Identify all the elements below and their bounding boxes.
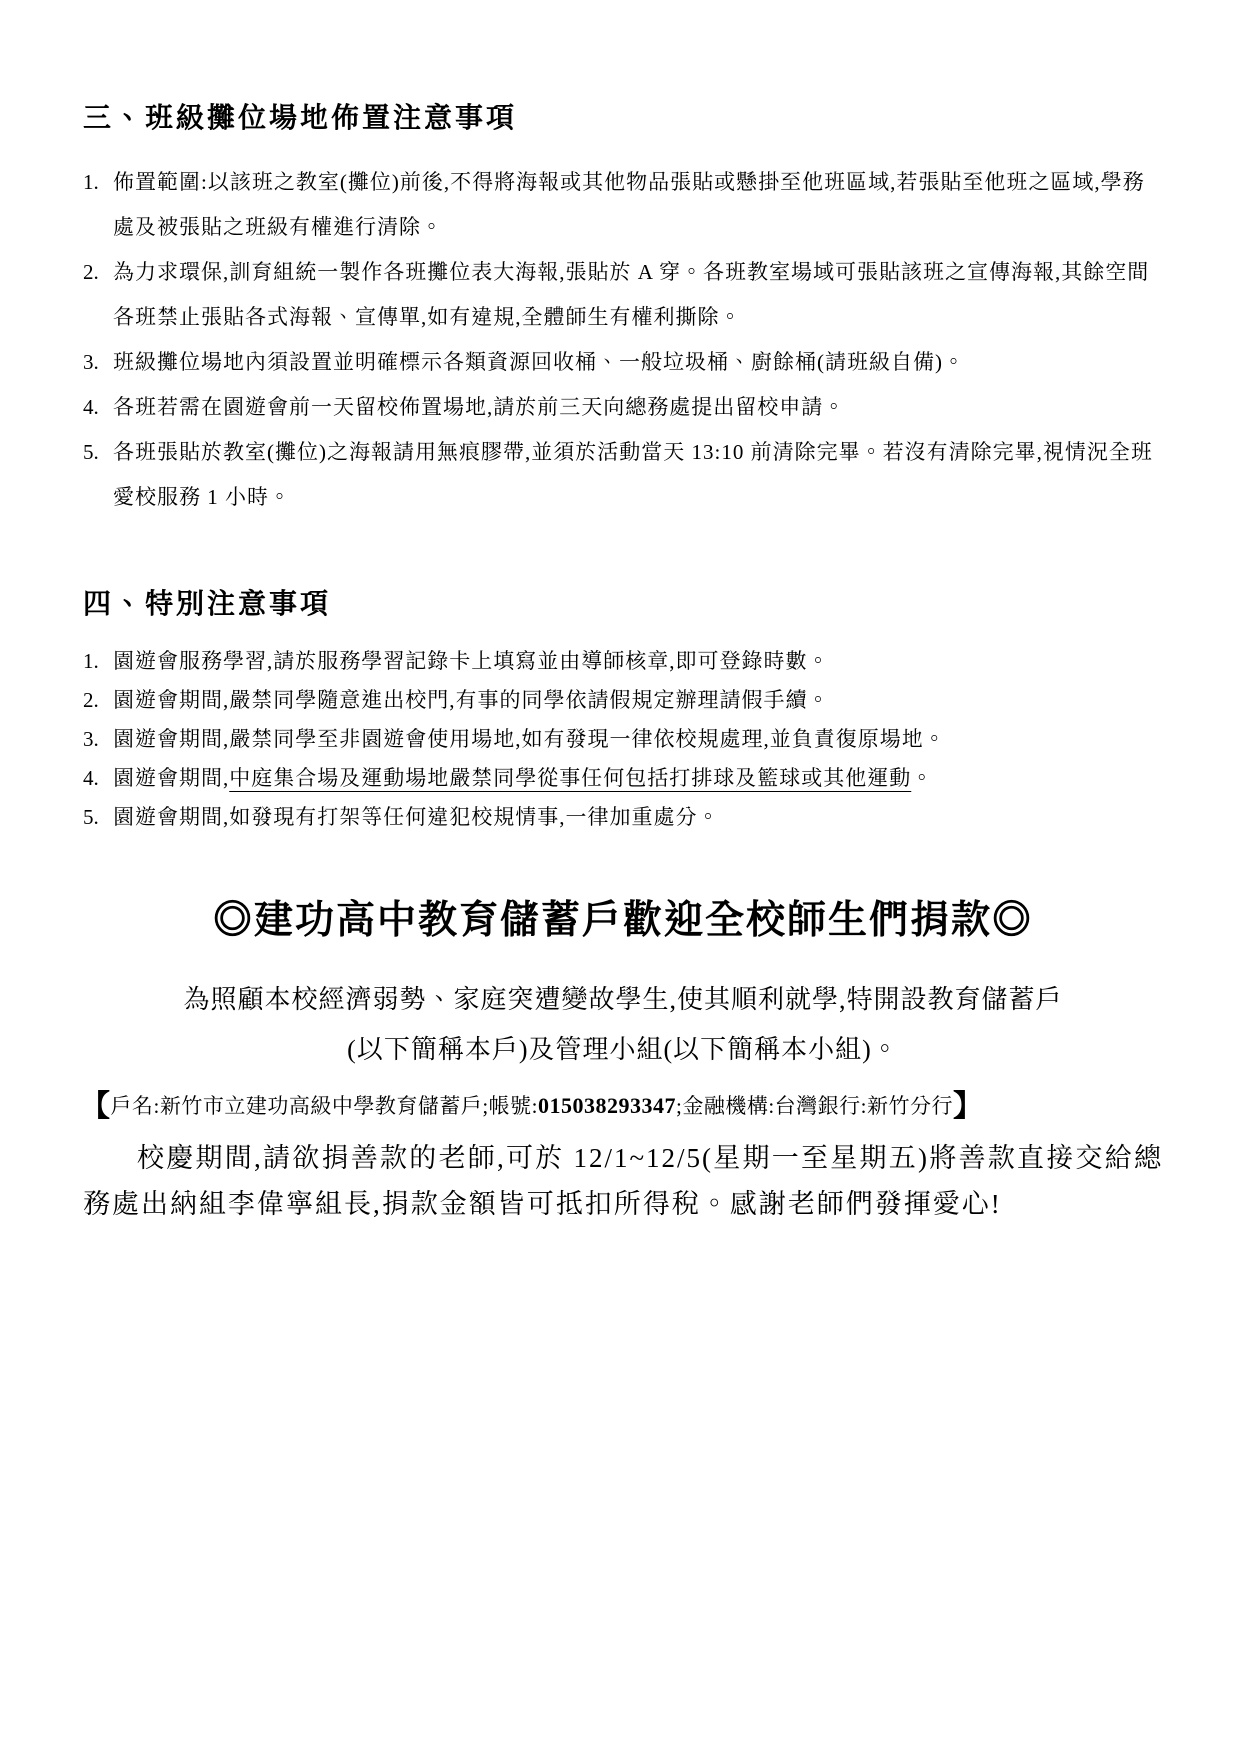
item-number: 3. xyxy=(83,350,99,374)
item-text xyxy=(113,759,1163,798)
item-text-prefix: 園遊會期間, xyxy=(113,766,230,790)
item-text: 班級攤位場地內須設置並明確標示各類資源回收桶、一般垃圾桶、廚餘桶(請班級自備)。 xyxy=(113,350,965,374)
item-number: 5. xyxy=(83,805,99,829)
close-bracket: 】 xyxy=(953,1090,984,1123)
section4-list xyxy=(83,642,1163,837)
list-item xyxy=(83,430,1163,520)
item-number: 1. xyxy=(83,649,99,673)
open-bracket: 【 xyxy=(80,1090,111,1123)
item-text: 園遊會服務學習,請於服務學習記錄卡上填寫並由導師核章,即可登錄時數。 xyxy=(113,649,830,673)
account-name-and-label: 戶名:新竹市立建功高級中學教育儲蓄戶;帳號: xyxy=(110,1094,539,1118)
item-number: 2. xyxy=(83,260,99,284)
donation-title: ◎建功高中教育儲蓄戶歡迎全校師生們捐款◎ xyxy=(212,899,1033,942)
list-item xyxy=(83,160,1163,250)
list-item xyxy=(83,642,1163,681)
item-text-suffix: 。 xyxy=(911,766,934,790)
list-item xyxy=(83,759,1163,798)
list-item xyxy=(83,385,1163,430)
list-item xyxy=(83,340,1163,385)
donation-intro xyxy=(83,975,1163,1075)
item-text-underlined: 中庭集合場及運動場地嚴禁同學從事任何包括打排球及籃球或其他運動 xyxy=(229,766,912,790)
list-item xyxy=(83,250,1163,340)
item-text: 園遊會期間,嚴禁同學至非園遊會使用場地,如有發現一律依校規處理,並負責復原場地。 xyxy=(113,727,946,751)
list-item xyxy=(83,720,1163,759)
section3-list xyxy=(83,160,1163,520)
list-item xyxy=(83,798,1163,837)
item-text: 園遊會期間,如發現有打架等任何違犯校規情事,一律加重處分。 xyxy=(113,805,720,829)
item-text: 各班張貼於教室(攤位)之海報請用無痕膠帶,並須於活動當天 13:10 前清除完畢。若沒有清除完畢,視情況全班愛校服務 1 小時。 xyxy=(113,440,1153,509)
item-number: 4. xyxy=(83,395,99,419)
item-number: 5. xyxy=(83,440,99,464)
closing-paragraph: 校慶期間,請欲捐善款的老師,可於 12/1~12/5(星期一至星期五)將善款直接交給總務處出納組李偉寧組長,捐款金額皆可抵扣所得稅。感謝老師們發揮愛心! xyxy=(83,1143,1163,1219)
item-text: 為力求環保,訓育組統一製作各班攤位表大海報,張貼於 A 穿。各班教室場域可張貼該班之宣傳海報,其餘空間各班禁止張貼各式海報、宣傳單,如有違規,全體師生有權利撕除。 xyxy=(113,260,1150,329)
section4-heading: 四、特別注意事項 xyxy=(83,589,332,620)
donation-intro-line1: 為照顧本校經濟弱勢、家庭突遭變故學生,使其順利就學,特開設教育儲蓄戶 xyxy=(183,985,1063,1014)
account-number: 015038293347 xyxy=(538,1093,677,1118)
item-text: 各班若需在園遊會前一天留校佈置場地,請於前三天向總務處提出留校申請。 xyxy=(113,395,846,419)
item-text: 園遊會期間,嚴禁同學隨意進出校門,有事的同學依請假規定辦理請假手續。 xyxy=(113,688,830,712)
account-bank-info: ;金融機構:台灣銀行:新竹分行 xyxy=(676,1094,954,1118)
account-info-line xyxy=(80,1081,1163,1125)
item-number: 2. xyxy=(83,688,99,712)
donation-intro-line2: (以下簡稱本戶)及管理小組(以下簡稱本小組)。 xyxy=(347,1035,899,1064)
item-number: 1. xyxy=(83,170,99,194)
item-number: 4. xyxy=(83,766,99,790)
item-text: 佈置範圍:以該班之教室(攤位)前後,不得將海報或其他物品張貼或懸掛至他班區域,若張貼至他班之區域,學務處及被張貼之班級有權進行清除。 xyxy=(113,170,1145,239)
list-item xyxy=(83,681,1163,720)
item-number: 3. xyxy=(83,727,99,751)
section3-heading: 三、班級攤位場地佈置注意事項 xyxy=(83,103,518,134)
